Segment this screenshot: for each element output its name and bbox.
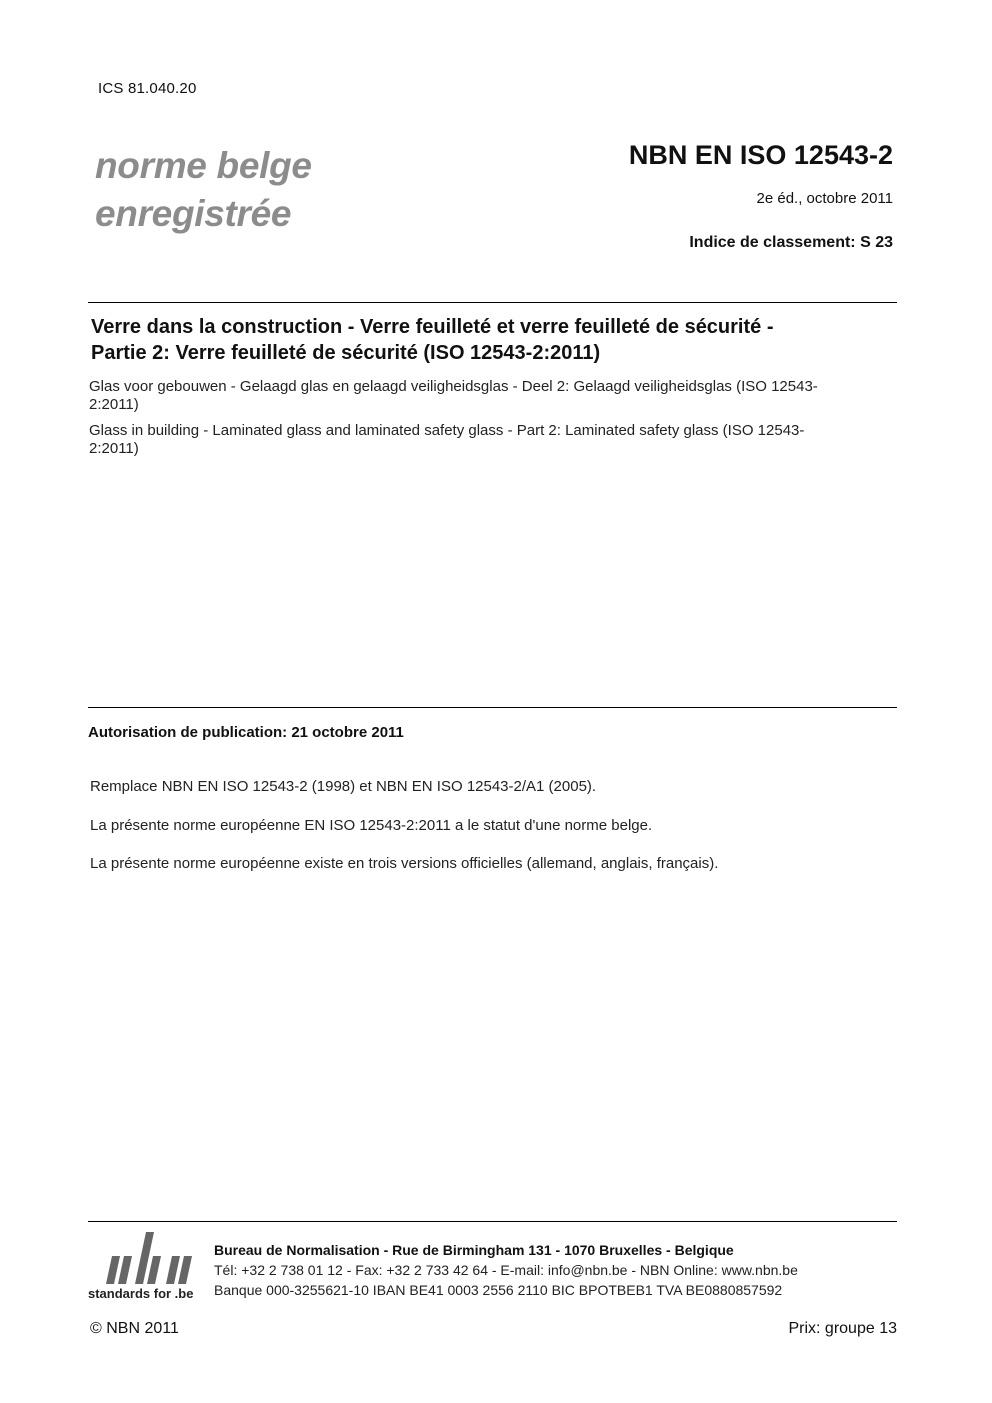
title-english-line-1: Glass in building - Laminated glass and laminated safety glass - Part 2: Laminated safety glass (ISO 12543- — [89, 422, 805, 439]
footer-address: Bureau de Normalisation - Rue de Birmingham 131 - 1070 Bruxelles - Belgique — [214, 1242, 734, 1258]
price-group: Prix: groupe 13 — [788, 1320, 897, 1337]
title-french-line-1: Verre dans la construction - Verre feuilleté et verre feuilleté de sécurité - — [91, 316, 774, 338]
replaces-note: Remplace NBN EN ISO 12543-2 (1998) et NBN EN ISO 12543-2/A1 (2005). — [90, 778, 597, 795]
divider-top — [88, 302, 897, 303]
title-french-line-2: Partie 2: Verre feuilleté de sécurité (ISO 12543-2:2011) — [91, 342, 601, 364]
divider-footer — [88, 1221, 897, 1222]
copyright: © NBN 2011 — [90, 1320, 179, 1337]
ics-code: ICS 81.040.20 — [98, 80, 197, 97]
title-dutch — [89, 378, 901, 414]
standard-number: NBN EN ISO 12543-2 — [628, 140, 893, 170]
divider-middle — [88, 707, 897, 708]
title-dutch-line-2: 2:2011) — [89, 396, 139, 413]
nbn-logo-mark — [102, 1230, 194, 1286]
classification-index: Indice de classement: S 23 — [689, 234, 893, 251]
brand-line-2: enregistrée — [95, 193, 292, 234]
publication-authorization: Autorisation de publication: 21 octobre 2011 — [88, 724, 404, 741]
brand-line-1: norme belge — [95, 145, 312, 186]
nbn-logo — [88, 1228, 200, 1308]
edition-date: 2e éd., octobre 2011 — [756, 190, 893, 207]
title-english — [89, 422, 901, 458]
brand-title — [95, 142, 312, 238]
title-french — [91, 314, 901, 366]
footer-contact: Tél: +32 2 738 01 12 - Fax: +32 2 733 42 64 - E-mail: info@nbn.be - NBN Online: www.nbn.be — [214, 1262, 798, 1278]
status-note: La présente norme européenne EN ISO 12543-2:2011 a le statut d'une norme belge. — [90, 817, 653, 834]
title-english-line-2: 2:2011) — [89, 440, 139, 457]
logo-tagline: standards for .be — [88, 1286, 194, 1301]
title-dutch-line-1: Glas voor gebouwen - Gelaagd glas en gelaagd veiligheidsglas - Deel 2: Gelaagd veiligheidsglas (ISO 12543- — [89, 378, 818, 395]
versions-note: La présente norme européenne existe en trois versions officielles (allemand, anglais, français). — [90, 855, 719, 872]
footer-bank: Banque 000-3255621-10 IBAN BE41 0003 2556 2110 BIC BPOTBEB1 TVA BE0880857592 — [214, 1282, 783, 1298]
